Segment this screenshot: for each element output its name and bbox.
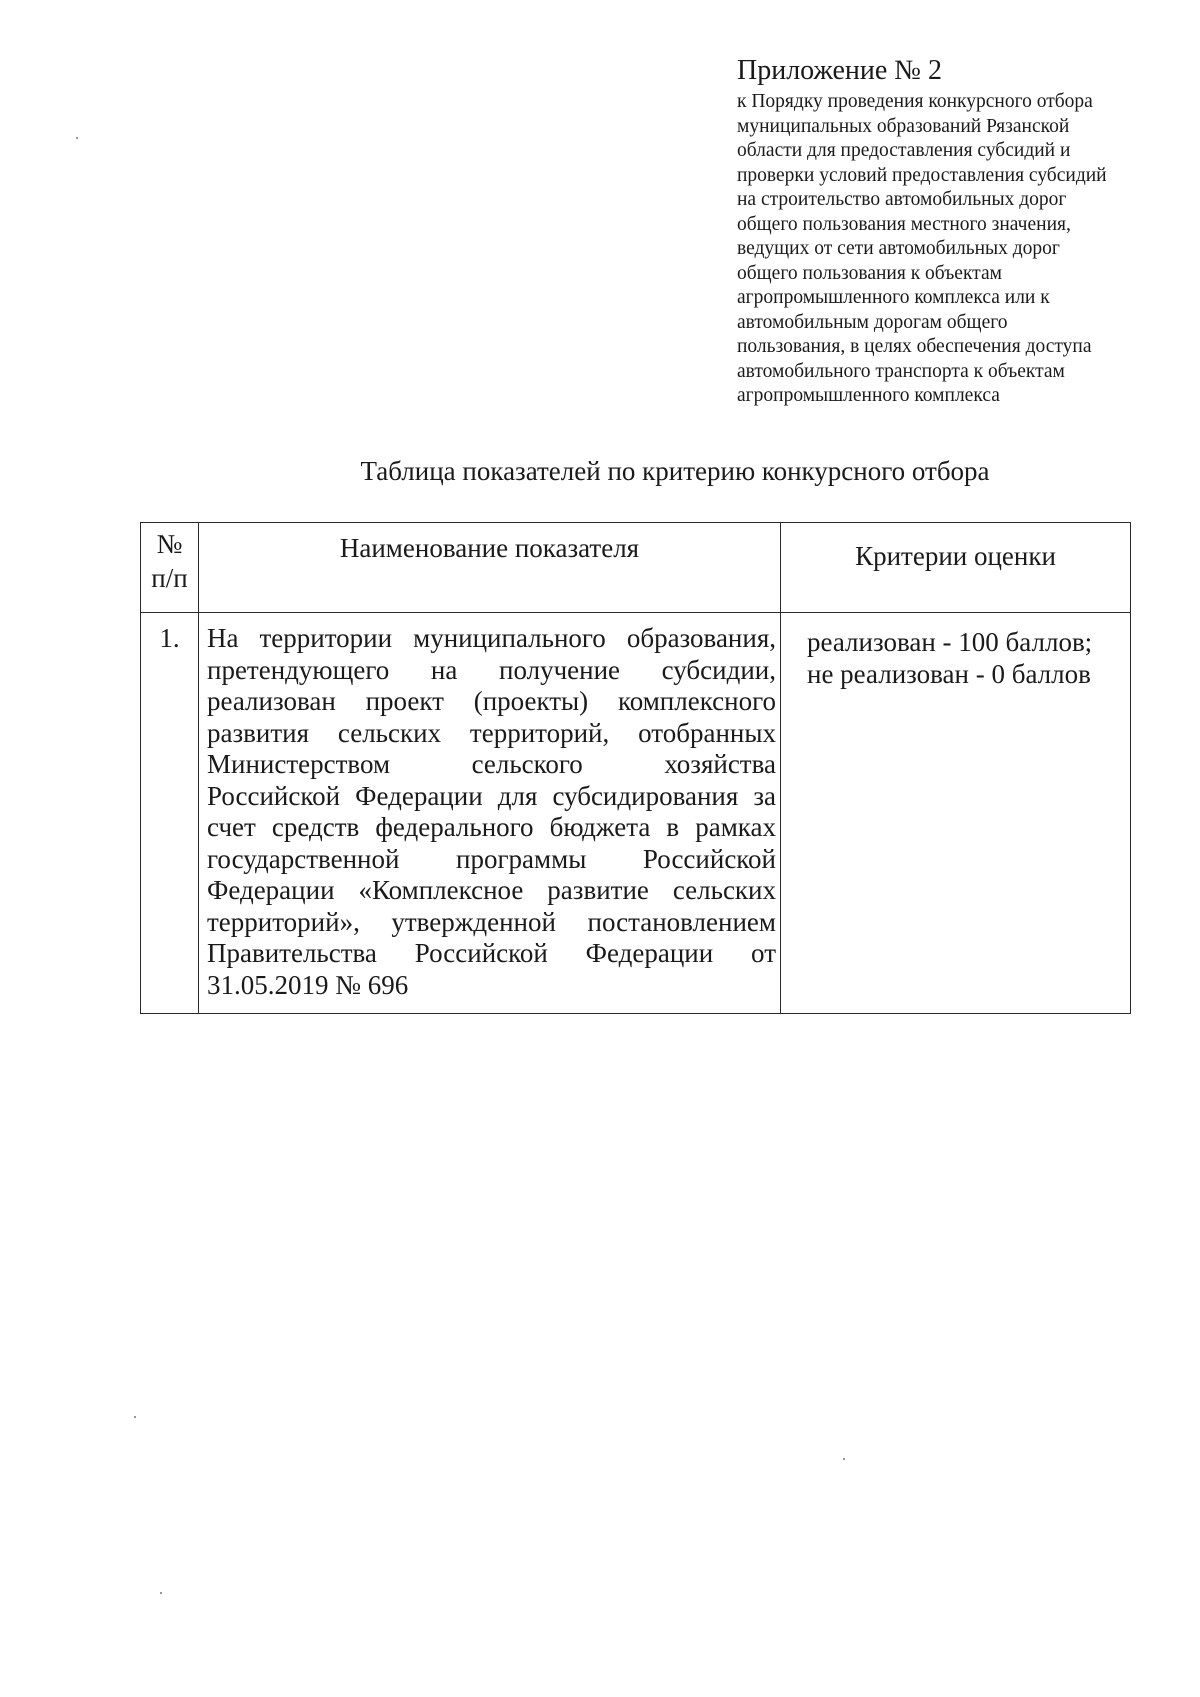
indicator-line: счет средств федерального бюджета в рамках — [207, 812, 776, 842]
appendix-line: общего пользования к объектам — [737, 262, 1002, 284]
appendix-line: ведущих от сети автомобильных дорог — [737, 238, 1060, 259]
header-indicator-name: Наименование показателя — [199, 523, 781, 613]
appendix-line: муниципальных образований Рязанской — [737, 115, 1070, 137]
appendix-line: агропромышленного комплекса или к — [737, 287, 1050, 308]
row-indicator-name — [199, 613, 781, 1014]
scan-speck — [843, 1458, 845, 1460]
indicator-line: На территории муниципального образования, — [207, 623, 776, 653]
indicator-line: Министерством сельского хозяйства — [207, 749, 776, 779]
appendix-line: области для предоставления субсидий и — [737, 140, 1071, 161]
appendix-line: на строительство автомобильных дорог — [737, 189, 1067, 210]
indicator-line: реализован проект (проекты) комплексного — [207, 686, 776, 716]
appendix-title: Приложение № 2 — [737, 55, 942, 86]
header-number-symbol: № — [156, 529, 183, 559]
appendix-line: агропромышленного комплекса — [737, 385, 1000, 406]
appendix-header — [737, 54, 1177, 409]
indicator-line: Федерации «Комплексное развитие сельских — [207, 875, 776, 905]
row-criteria — [781, 613, 1131, 1014]
indicator-line: территорий», утвержденной постановлением — [207, 906, 776, 937]
indicator-line: развития сельских территорий, отобранных — [207, 717, 776, 748]
appendix-line: к Порядку проведения конкурсного отбора — [737, 91, 1093, 112]
criteria-line: реализован - 100 баллов; — [807, 627, 1093, 657]
criteria-line: не реализован - 0 баллов — [807, 658, 1091, 689]
indicator-line: 31.05.2019 № 696 — [207, 969, 409, 1000]
table-row — [141, 613, 1131, 1014]
appendix-line: проверки условий предоставления субсидий — [737, 164, 1107, 186]
table-header-row — [141, 523, 1131, 613]
scan-speck — [160, 1592, 162, 1594]
appendix-line: автомобильного транспорта к объектам — [737, 360, 1065, 382]
appendix-line: автомобильным дорогам общего — [737, 311, 1008, 333]
appendix-line: пользования, в целях обеспечения доступа — [737, 336, 1092, 357]
criteria-table — [140, 522, 1131, 1014]
indicator-line: государственной программы Российской — [207, 843, 776, 874]
indicator-line: Российской Федерации для субсидирования за — [207, 780, 776, 811]
indicator-line: претендующего на получение субсидии, — [207, 654, 776, 685]
table-title: Таблица показателей по критерию конкурсного отбора — [360, 456, 990, 486]
row-number: 1. — [141, 613, 199, 1014]
appendix-line: общего пользования местного значения, — [737, 213, 1071, 235]
header-number-abbrev: п/п — [151, 563, 188, 593]
header-criteria: Критерии оценки — [781, 523, 1131, 613]
indicator-line: Правительства Российской Федерации от — [207, 938, 776, 968]
header-number — [141, 523, 199, 613]
scan-speck — [76, 137, 78, 139]
scan-speck — [134, 1416, 136, 1418]
